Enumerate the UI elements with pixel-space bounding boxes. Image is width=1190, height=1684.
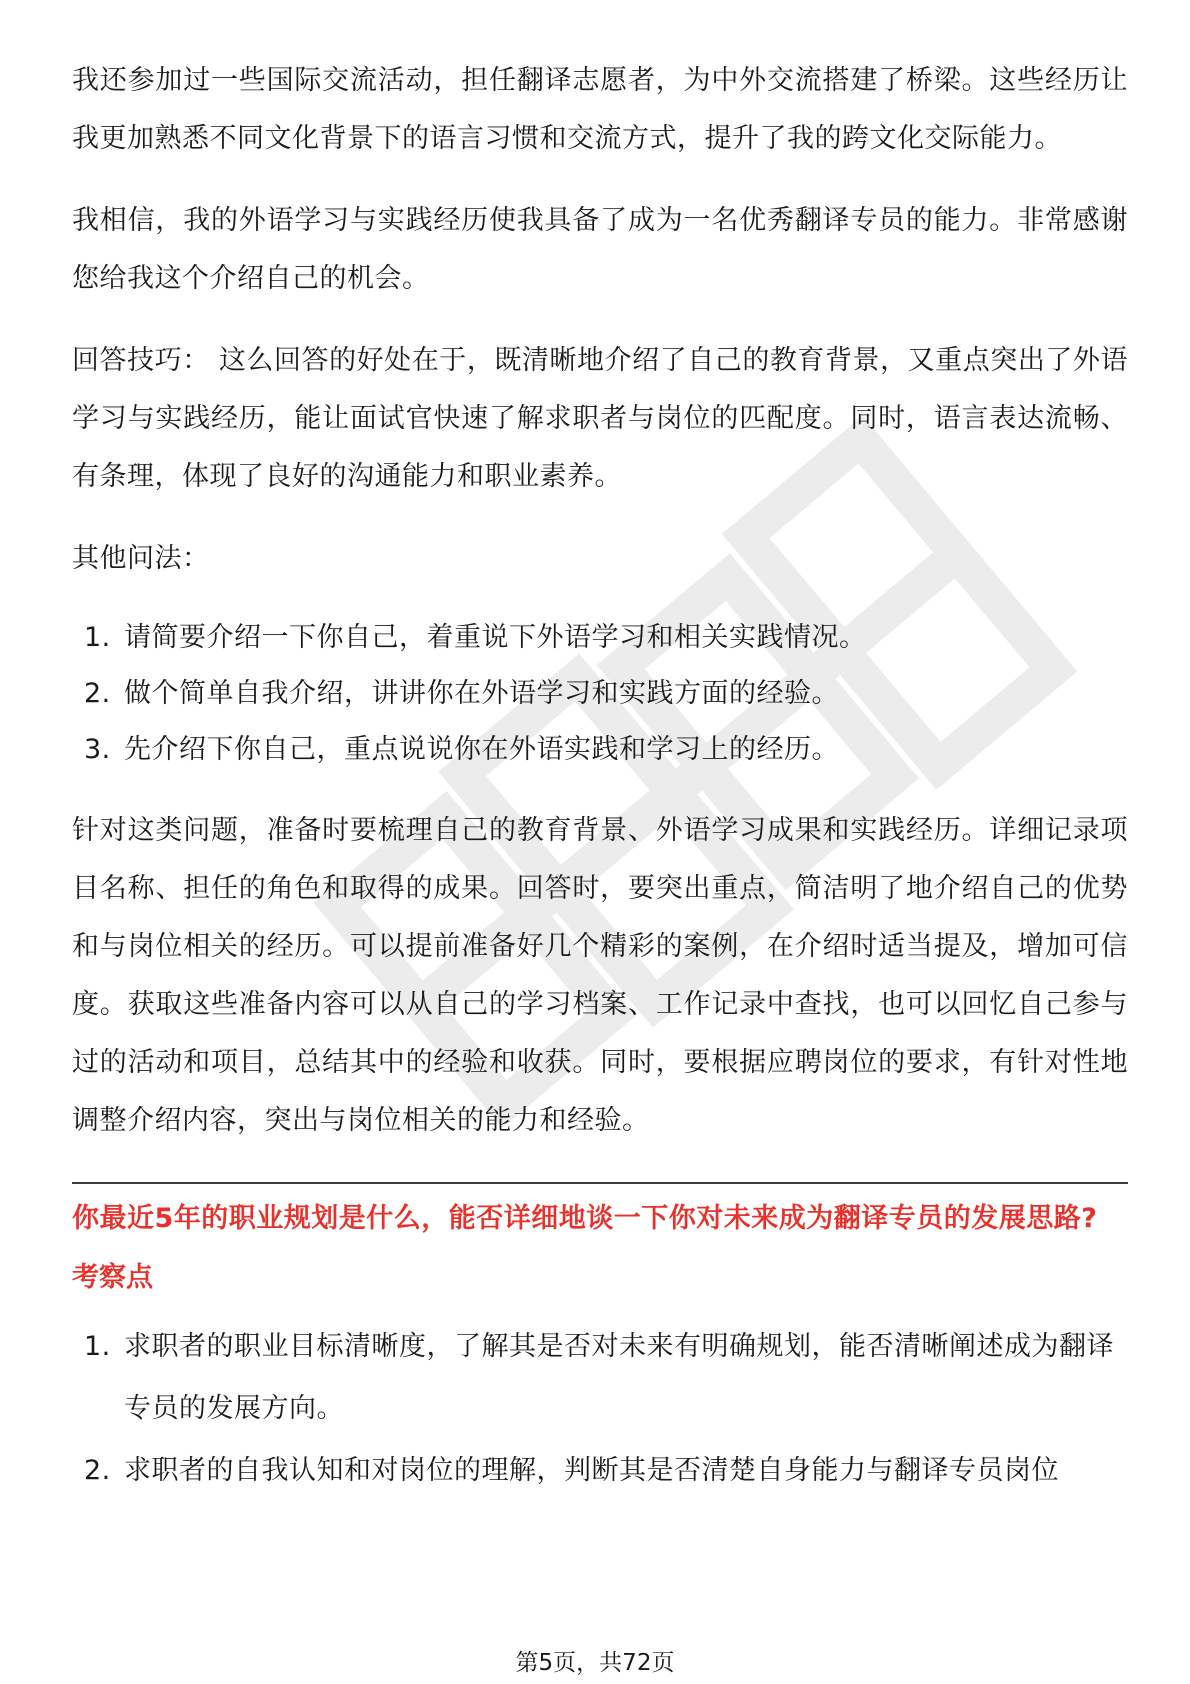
list-item: [72, 1440, 1128, 1502]
paragraph-preparation-advice: 针对这类问题，准备时要梳理自己的教育背景、外语学习成果和实践经历。详细记录项目名称、担任的角色和取得的成果。回答时，要突出重点，简洁明了地介绍自己的优势和与岗位相关的经历。可以提前准备好几个精彩的案例，在介绍时适当提及，增加可信度。获取这些准备内容可以从自己的学习档案、工作记录中查找，也可以回忆自己参与过的活动和项目，总结其中的经验和收获。同时，要根据应聘岗位的要求，有针对性地调整介绍内容，突出与岗位相关的能力和经验。: [72, 815, 1128, 1136]
list-item-text: 做个简单自我介绍，讲讲你在外语学习和实践方面的经验。: [124, 678, 839, 709]
list-item-number: 2.: [84, 1455, 111, 1486]
list-item-text: 先介绍下你自己，重点说说你在外语实践和学习上的经历。: [124, 734, 839, 765]
list-item-number: 1.: [84, 622, 111, 653]
list-item: [72, 610, 1128, 666]
main-content: [72, 52, 1128, 1502]
page-footer: 第5页，共72页: [515, 1650, 675, 1676]
list-item: [72, 666, 1128, 722]
paragraph-answer-tips: 回答技巧： 这么回答的好处在于，既清晰地介绍了自己的教育背景，又重点突出了外语学习与实践经历，能让面试官快速了解求职者与岗位的匹配度。同时，语言表达流畅、有条理，体现了良好的沟通能力和职业素养。: [72, 345, 1128, 492]
assessment-points-heading: 考察点: [72, 1262, 153, 1293]
section-divider: [72, 1182, 1128, 1184]
list-item-number: 1.: [84, 1331, 111, 1362]
list-item: [72, 722, 1128, 778]
other-questions-list: [72, 610, 1128, 778]
paragraph-closing-statement: 我相信，我的外语学习与实践经历使我具备了成为一名优秀翻译专员的能力。非常感谢您给我这个介绍自己的机会。: [72, 205, 1128, 294]
other-questions-label: 其他问法：: [72, 543, 210, 574]
list-item-number: 3.: [84, 734, 111, 765]
list-item-text: 求职者的职业目标清晰度，了解其是否对未来有明确规划，能否清晰阐述成为翻译专员的发展方向。: [124, 1331, 1114, 1424]
list-item-text: 请简要介绍一下你自己，着重说下外语学习和相关实践情况。: [124, 622, 867, 653]
question-heading: 你最近5年的职业规划是什么，能否详细地谈一下你对未来成为翻译专员的发展思路?: [72, 1203, 1098, 1234]
assessment-points-list: [72, 1316, 1128, 1502]
list-item-number: 2.: [84, 678, 111, 709]
paragraph-exchange-activities: 我还参加过一些国际交流活动，担任翻译志愿者，为中外交流搭建了桥梁。这些经历让我更加熟悉不同文化背景下的语言习惯和交流方式，提升了我的跨文化交际能力。: [72, 65, 1128, 154]
list-item: [72, 1316, 1128, 1440]
list-item-text: 求职者的自我认知和对岗位的理解，判断其是否清楚自身能力与翻译专员岗位: [124, 1455, 1059, 1486]
